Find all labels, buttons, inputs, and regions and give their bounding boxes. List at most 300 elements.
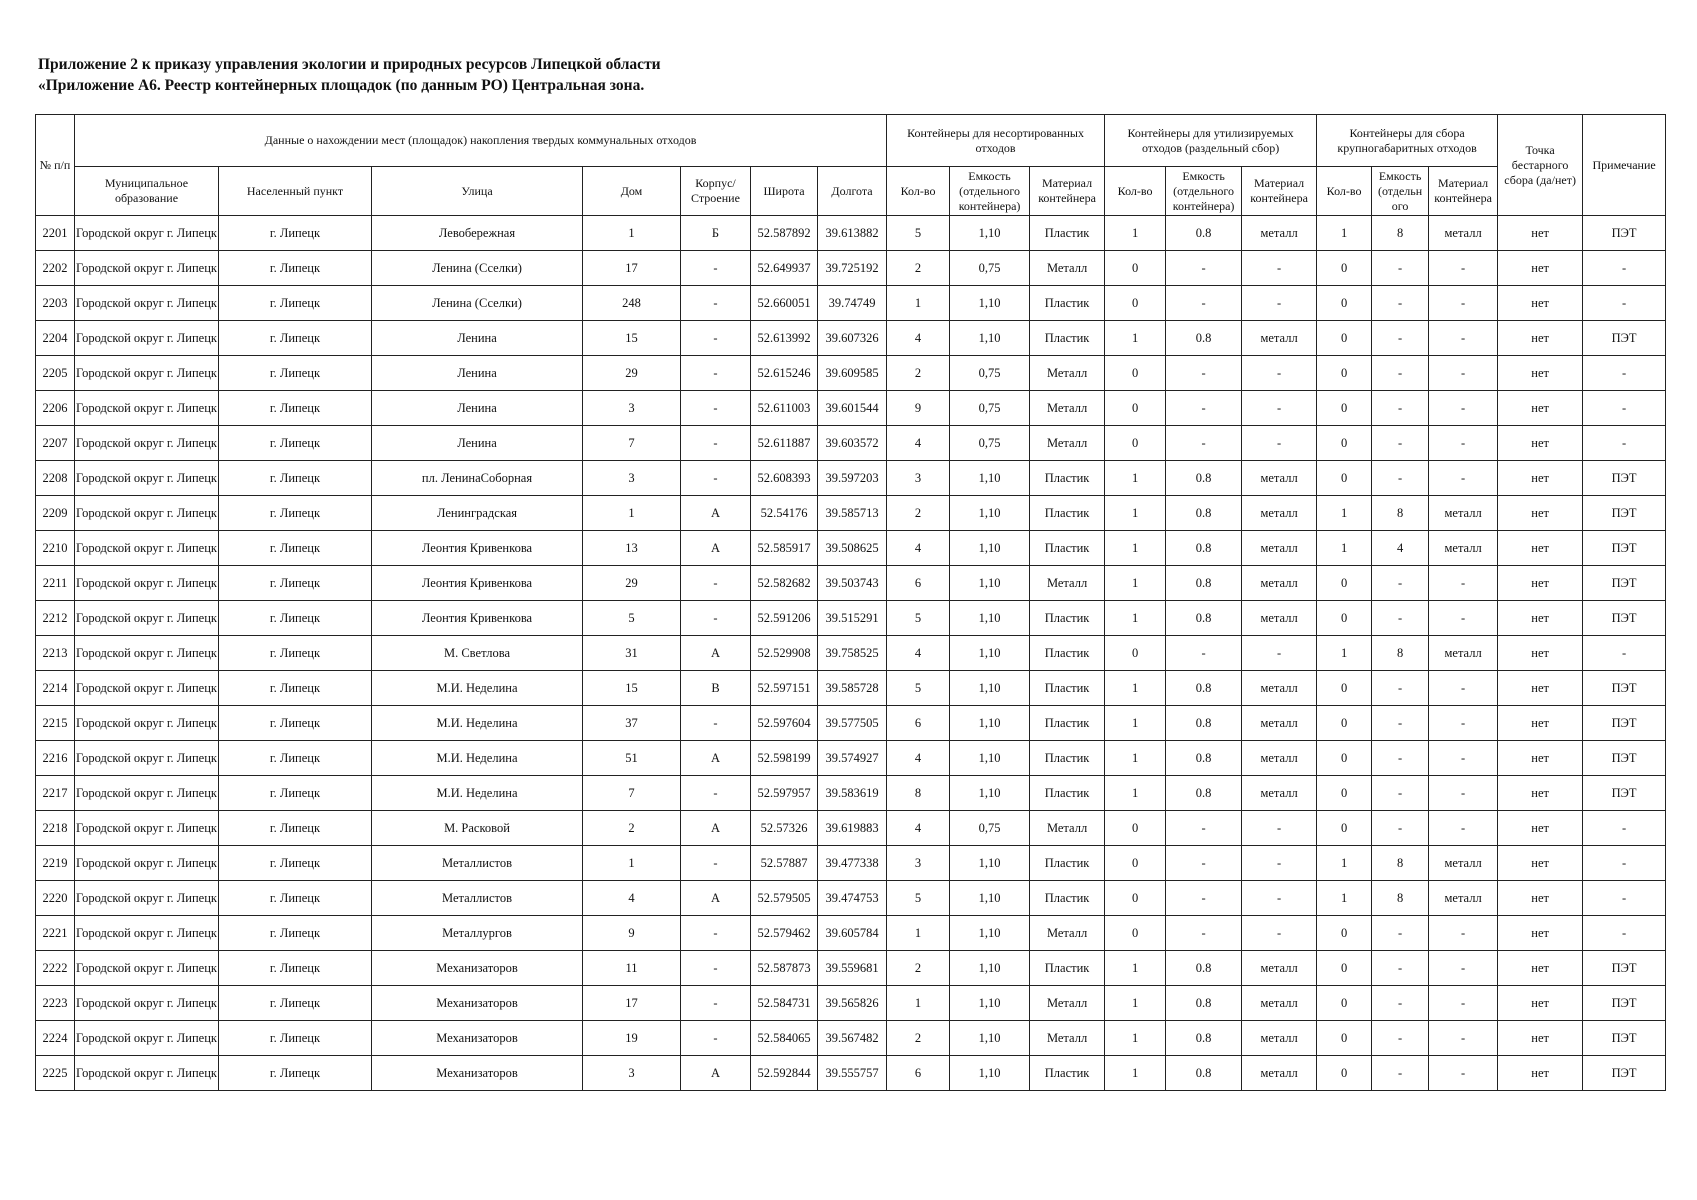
cell-bulky-material: металл (1429, 531, 1498, 566)
cell-recyclable-capacity: 0.8 (1166, 461, 1242, 496)
cell-unsorted-material: Пластик (1030, 531, 1105, 566)
cell-bulky-material: металл (1429, 881, 1498, 916)
cell-note: ПЭТ (1583, 671, 1666, 706)
cell-bulky-qty: 0 (1317, 986, 1372, 1021)
cell-unsorted-capacity: 1,10 (950, 706, 1030, 741)
cell-bagless: нет (1498, 286, 1583, 321)
cell-recyclable-capacity: 0.8 (1166, 741, 1242, 776)
col-header-building: Корпус/ Строение (681, 167, 751, 216)
table-row (36, 776, 1666, 811)
col-group-bulky: Контейнеры для сбора крупногабаритных отходов (1317, 115, 1498, 167)
cell-recyclable-qty: 1 (1105, 706, 1166, 741)
cell-unsorted-qty: 6 (887, 706, 950, 741)
cell-lon: 39.567482 (818, 1021, 887, 1056)
cell-unsorted-material: Металл (1030, 356, 1105, 391)
cell-building: А (681, 496, 751, 531)
cell-unsorted-capacity: 0,75 (950, 356, 1030, 391)
cell-house: 15 (583, 321, 681, 356)
cell-recyclable-material: металл (1242, 1056, 1317, 1091)
cell-bulky-material: - (1429, 1021, 1498, 1056)
cell-recyclable-capacity: - (1166, 846, 1242, 881)
cell-bulky-qty: 0 (1317, 251, 1372, 286)
cell-bulky-material: - (1429, 601, 1498, 636)
cell-unsorted-capacity: 1,10 (950, 1056, 1030, 1091)
cell-bulky-capacity: - (1372, 951, 1429, 986)
cell-bulky-material: - (1429, 706, 1498, 741)
cell-unsorted-material: Пластик (1030, 1056, 1105, 1091)
cell-unsorted-material: Пластик (1030, 741, 1105, 776)
cell-unsorted-qty: 1 (887, 916, 950, 951)
cell-recyclable-qty: 1 (1105, 566, 1166, 601)
cell-recyclable-qty: 1 (1105, 531, 1166, 566)
cell-bulky-capacity: 8 (1372, 496, 1429, 531)
cell-lat: 52.587892 (751, 216, 818, 251)
cell-bulky-qty: 1 (1317, 881, 1372, 916)
cell-bulky-capacity: - (1372, 601, 1429, 636)
cell-settlement: г. Липецк (219, 356, 372, 391)
cell-bagless: нет (1498, 986, 1583, 1021)
cell-house: 29 (583, 566, 681, 601)
cell-bulky-material: - (1429, 286, 1498, 321)
cell-lat: 52.611003 (751, 391, 818, 426)
cell-num: 2205 (36, 356, 75, 391)
cell-settlement: г. Липецк (219, 1056, 372, 1091)
cell-house: 3 (583, 1056, 681, 1091)
cell-num: 2207 (36, 426, 75, 461)
table-row (36, 426, 1666, 461)
cell-bagless: нет (1498, 881, 1583, 916)
cell-unsorted-material: Пластик (1030, 461, 1105, 496)
cell-num: 2201 (36, 216, 75, 251)
cell-municipality: Городской округ г. Липецк (75, 951, 219, 986)
cell-unsorted-qty: 2 (887, 251, 950, 286)
cell-bulky-capacity: - (1372, 356, 1429, 391)
cell-municipality: Городской округ г. Липецк (75, 811, 219, 846)
cell-settlement: г. Липецк (219, 1021, 372, 1056)
cell-unsorted-material: Пластик (1030, 671, 1105, 706)
cell-building: А (681, 636, 751, 671)
cell-note: ПЭТ (1583, 776, 1666, 811)
cell-unsorted-qty: 4 (887, 811, 950, 846)
cell-building: - (681, 986, 751, 1021)
cell-lat: 52.585917 (751, 531, 818, 566)
cell-house: 11 (583, 951, 681, 986)
cell-street: Ленина (372, 356, 583, 391)
cell-unsorted-capacity: 1,10 (950, 566, 1030, 601)
cell-building: А (681, 531, 751, 566)
cell-recyclable-material: металл (1242, 776, 1317, 811)
cell-settlement: г. Липецк (219, 916, 372, 951)
cell-bulky-capacity: - (1372, 776, 1429, 811)
cell-num: 2218 (36, 811, 75, 846)
cell-lon: 39.74749 (818, 286, 887, 321)
cell-bulky-material: - (1429, 986, 1498, 1021)
cell-unsorted-capacity: 1,10 (950, 776, 1030, 811)
cell-note: - (1583, 636, 1666, 671)
col-header-recyclable-qty: Кол-во (1105, 167, 1166, 216)
cell-note: ПЭТ (1583, 566, 1666, 601)
cell-municipality: Городской округ г. Липецк (75, 426, 219, 461)
cell-bagless: нет (1498, 706, 1583, 741)
cell-lon: 39.583619 (818, 776, 887, 811)
cell-unsorted-qty: 6 (887, 566, 950, 601)
cell-note: ПЭТ (1583, 461, 1666, 496)
cell-settlement: г. Липецк (219, 601, 372, 636)
cell-building: А (681, 881, 751, 916)
table-header (36, 115, 1666, 216)
cell-street: Ленина (372, 391, 583, 426)
col-header-note: Примечание (1583, 115, 1666, 216)
cell-building: - (681, 286, 751, 321)
cell-settlement: г. Липецк (219, 496, 372, 531)
cell-bulky-material: - (1429, 461, 1498, 496)
cell-recyclable-capacity: 0.8 (1166, 531, 1242, 566)
cell-recyclable-qty: 0 (1105, 356, 1166, 391)
cell-recyclable-qty: 0 (1105, 916, 1166, 951)
cell-bulky-material: металл (1429, 496, 1498, 531)
cell-municipality: Городской округ г. Липецк (75, 636, 219, 671)
cell-building: А (681, 1056, 751, 1091)
cell-lon: 39.515291 (818, 601, 887, 636)
cell-bulky-capacity: - (1372, 566, 1429, 601)
cell-bulky-capacity: - (1372, 251, 1429, 286)
cell-bagless: нет (1498, 391, 1583, 426)
cell-unsorted-capacity: 0,75 (950, 426, 1030, 461)
col-header-recyclable-capacity: Емкость (отдельного контейнера) (1166, 167, 1242, 216)
cell-num: 2224 (36, 1021, 75, 1056)
cell-lat: 52.597957 (751, 776, 818, 811)
cell-num: 2208 (36, 461, 75, 496)
cell-building: - (681, 566, 751, 601)
table-row (36, 321, 1666, 356)
cell-num: 2206 (36, 391, 75, 426)
cell-lon: 39.725192 (818, 251, 887, 286)
cell-bagless: нет (1498, 811, 1583, 846)
cell-bulky-capacity: 4 (1372, 531, 1429, 566)
cell-building: - (681, 601, 751, 636)
cell-lat: 52.608393 (751, 461, 818, 496)
cell-bulky-material: - (1429, 356, 1498, 391)
cell-street: Механизаторов (372, 1056, 583, 1091)
cell-street: Механизаторов (372, 951, 583, 986)
cell-bulky-qty: 0 (1317, 321, 1372, 356)
cell-recyclable-material: металл (1242, 741, 1317, 776)
cell-recyclable-qty: 1 (1105, 741, 1166, 776)
cell-lat: 52.591206 (751, 601, 818, 636)
cell-unsorted-qty: 2 (887, 1021, 950, 1056)
cell-unsorted-qty: 9 (887, 391, 950, 426)
cell-house: 5 (583, 601, 681, 636)
cell-bulky-qty: 0 (1317, 391, 1372, 426)
cell-building: - (681, 251, 751, 286)
cell-bagless: нет (1498, 601, 1583, 636)
cell-recyclable-material: - (1242, 251, 1317, 286)
cell-municipality: Городской округ г. Липецк (75, 496, 219, 531)
cell-unsorted-qty: 5 (887, 671, 950, 706)
cell-note: ПЭТ (1583, 706, 1666, 741)
cell-building: - (681, 706, 751, 741)
cell-bulky-capacity: - (1372, 741, 1429, 776)
cell-num: 2225 (36, 1056, 75, 1091)
cell-street: Металлистов (372, 881, 583, 916)
cell-municipality: Городской округ г. Липецк (75, 916, 219, 951)
cell-lon: 39.609585 (818, 356, 887, 391)
cell-lon: 39.619883 (818, 811, 887, 846)
cell-bagless: нет (1498, 496, 1583, 531)
cell-recyclable-capacity: 0.8 (1166, 671, 1242, 706)
cell-house: 4 (583, 881, 681, 916)
table-row (36, 741, 1666, 776)
cell-street: М.И. Неделина (372, 706, 583, 741)
cell-settlement: г. Липецк (219, 286, 372, 321)
cell-house: 37 (583, 706, 681, 741)
col-group-location: Данные о нахождении мест (площадок) накопления твердых коммунальных отходов (75, 115, 887, 167)
cell-num: 2217 (36, 776, 75, 811)
table-row (36, 951, 1666, 986)
cell-num: 2209 (36, 496, 75, 531)
table-row (36, 1021, 1666, 1056)
cell-house: 29 (583, 356, 681, 391)
cell-recyclable-capacity: 0.8 (1166, 951, 1242, 986)
cell-bulky-capacity: - (1372, 986, 1429, 1021)
cell-street: Металлистов (372, 846, 583, 881)
cell-bulky-material: - (1429, 671, 1498, 706)
cell-recyclable-material: металл (1242, 321, 1317, 356)
cell-building: - (681, 356, 751, 391)
cell-bulky-material: - (1429, 1056, 1498, 1091)
cell-recyclable-material: металл (1242, 496, 1317, 531)
cell-unsorted-material: Металл (1030, 1021, 1105, 1056)
cell-lat: 52.615246 (751, 356, 818, 391)
cell-recyclable-qty: 1 (1105, 461, 1166, 496)
cell-bulky-qty: 1 (1317, 636, 1372, 671)
col-header-lon: Долгота (818, 167, 887, 216)
cell-bulky-qty: 0 (1317, 601, 1372, 636)
cell-building: В (681, 671, 751, 706)
cell-bulky-qty: 0 (1317, 916, 1372, 951)
table-row (36, 706, 1666, 741)
cell-house: 3 (583, 461, 681, 496)
cell-bulky-material: - (1429, 566, 1498, 601)
cell-bagless: нет (1498, 741, 1583, 776)
cell-bulky-capacity: - (1372, 1021, 1429, 1056)
cell-settlement: г. Липецк (219, 636, 372, 671)
cell-bagless: нет (1498, 1056, 1583, 1091)
cell-recyclable-capacity: 0.8 (1166, 216, 1242, 251)
cell-unsorted-capacity: 1,10 (950, 986, 1030, 1021)
cell-lat: 52.649937 (751, 251, 818, 286)
cell-bulky-capacity: 8 (1372, 881, 1429, 916)
cell-lat: 52.584731 (751, 986, 818, 1021)
cell-recyclable-qty: 1 (1105, 321, 1166, 356)
cell-unsorted-qty: 5 (887, 881, 950, 916)
cell-bulky-capacity: - (1372, 461, 1429, 496)
cell-recyclable-qty: 0 (1105, 846, 1166, 881)
cell-street: М.И. Неделина (372, 671, 583, 706)
cell-municipality: Городской округ г. Липецк (75, 1021, 219, 1056)
cell-unsorted-qty: 2 (887, 356, 950, 391)
cell-note: - (1583, 251, 1666, 286)
cell-bulky-material: - (1429, 951, 1498, 986)
cell-house: 3 (583, 391, 681, 426)
cell-settlement: г. Липецк (219, 986, 372, 1021)
cell-num: 2210 (36, 531, 75, 566)
cell-lon: 39.607326 (818, 321, 887, 356)
cell-bulky-capacity: - (1372, 706, 1429, 741)
col-header-bulky-capacity: Емкость (отдельн ого (1372, 167, 1429, 216)
cell-bulky-material: - (1429, 916, 1498, 951)
table-row (36, 811, 1666, 846)
cell-house: 248 (583, 286, 681, 321)
cell-recyclable-capacity: - (1166, 636, 1242, 671)
cell-lon: 39.585713 (818, 496, 887, 531)
cell-unsorted-material: Пластик (1030, 881, 1105, 916)
cell-settlement: г. Липецк (219, 531, 372, 566)
cell-bulky-capacity: - (1372, 286, 1429, 321)
cell-lon: 39.601544 (818, 391, 887, 426)
cell-unsorted-material: Пластик (1030, 636, 1105, 671)
cell-street: Леонтия Кривенкова (372, 531, 583, 566)
table-row (36, 1056, 1666, 1091)
col-header-unsorted-material: Материал контейнера (1030, 167, 1105, 216)
cell-unsorted-material: Пластик (1030, 846, 1105, 881)
cell-lon: 39.559681 (818, 951, 887, 986)
cell-settlement: г. Липецк (219, 671, 372, 706)
cell-bulky-qty: 1 (1317, 531, 1372, 566)
cell-note: ПЭТ (1583, 741, 1666, 776)
table-row (36, 461, 1666, 496)
cell-num: 2215 (36, 706, 75, 741)
cell-street: М. Светлова (372, 636, 583, 671)
cell-settlement: г. Липецк (219, 706, 372, 741)
cell-unsorted-capacity: 1,10 (950, 321, 1030, 356)
cell-lat: 52.579462 (751, 916, 818, 951)
col-header-num: № п/п (36, 115, 75, 216)
cell-municipality: Городской округ г. Липецк (75, 391, 219, 426)
cell-recyclable-qty: 0 (1105, 251, 1166, 286)
cell-unsorted-qty: 4 (887, 531, 950, 566)
cell-lat: 52.611887 (751, 426, 818, 461)
cell-num: 2203 (36, 286, 75, 321)
cell-unsorted-qty: 3 (887, 846, 950, 881)
cell-lon: 39.574927 (818, 741, 887, 776)
cell-settlement: г. Липецк (219, 426, 372, 461)
cell-lat: 52.598199 (751, 741, 818, 776)
cell-note: ПЭТ (1583, 216, 1666, 251)
table-row (36, 636, 1666, 671)
cell-lat: 52.582682 (751, 566, 818, 601)
cell-building: Б (681, 216, 751, 251)
document-header (38, 54, 661, 96)
cell-bulky-material: - (1429, 321, 1498, 356)
cell-building: А (681, 741, 751, 776)
cell-unsorted-capacity: 1,10 (950, 461, 1030, 496)
cell-recyclable-capacity: 0.8 (1166, 601, 1242, 636)
cell-municipality: Городской округ г. Липецк (75, 1056, 219, 1091)
cell-note: ПЭТ (1583, 496, 1666, 531)
col-header-unsorted-qty: Кол-во (887, 167, 950, 216)
cell-recyclable-capacity: - (1166, 286, 1242, 321)
cell-bulky-qty: 0 (1317, 1021, 1372, 1056)
cell-recyclable-capacity: - (1166, 426, 1242, 461)
cell-municipality: Городской округ г. Липецк (75, 321, 219, 356)
cell-unsorted-material: Металл (1030, 811, 1105, 846)
cell-lon: 39.565826 (818, 986, 887, 1021)
cell-recyclable-capacity: - (1166, 916, 1242, 951)
cell-recyclable-material: металл (1242, 986, 1317, 1021)
col-header-municipality: Муниципальное образование (75, 167, 219, 216)
cell-settlement: г. Липецк (219, 741, 372, 776)
cell-bulky-capacity: 8 (1372, 846, 1429, 881)
cell-num: 2222 (36, 951, 75, 986)
cell-unsorted-qty: 2 (887, 951, 950, 986)
cell-unsorted-qty: 2 (887, 496, 950, 531)
cell-unsorted-qty: 4 (887, 426, 950, 461)
cell-unsorted-capacity: 1,10 (950, 741, 1030, 776)
cell-unsorted-material: Пластик (1030, 776, 1105, 811)
cell-municipality: Городской округ г. Липецк (75, 531, 219, 566)
cell-street: Леонтия Кривенкова (372, 566, 583, 601)
cell-recyclable-qty: 1 (1105, 986, 1166, 1021)
cell-num: 2219 (36, 846, 75, 881)
cell-num: 2214 (36, 671, 75, 706)
cell-recyclable-capacity: - (1166, 391, 1242, 426)
cell-note: - (1583, 426, 1666, 461)
cell-recyclable-material: - (1242, 636, 1317, 671)
cell-unsorted-qty: 4 (887, 741, 950, 776)
table-row (36, 286, 1666, 321)
cell-house: 19 (583, 1021, 681, 1056)
cell-unsorted-capacity: 1,10 (950, 216, 1030, 251)
col-header-street: Улица (372, 167, 583, 216)
cell-lat: 52.597604 (751, 706, 818, 741)
cell-unsorted-capacity: 1,10 (950, 881, 1030, 916)
cell-street: Ленинградская (372, 496, 583, 531)
cell-lon: 39.585728 (818, 671, 887, 706)
cell-municipality: Городской округ г. Липецк (75, 216, 219, 251)
cell-bulky-material: - (1429, 426, 1498, 461)
cell-lat: 52.57887 (751, 846, 818, 881)
cell-bulky-material: - (1429, 741, 1498, 776)
cell-recyclable-qty: 1 (1105, 1056, 1166, 1091)
cell-bulky-qty: 0 (1317, 566, 1372, 601)
cell-note: ПЭТ (1583, 601, 1666, 636)
cell-num: 2212 (36, 601, 75, 636)
table-body (36, 216, 1666, 1091)
cell-bagless: нет (1498, 776, 1583, 811)
cell-bagless: нет (1498, 916, 1583, 951)
cell-unsorted-qty: 5 (887, 601, 950, 636)
cell-unsorted-capacity: 1,10 (950, 286, 1030, 321)
table-row (36, 916, 1666, 951)
cell-bulky-qty: 0 (1317, 951, 1372, 986)
cell-unsorted-capacity: 1,10 (950, 601, 1030, 636)
col-header-settlement: Населенный пункт (219, 167, 372, 216)
cell-municipality: Городской округ г. Липецк (75, 741, 219, 776)
cell-settlement: г. Липецк (219, 566, 372, 601)
cell-recyclable-qty: 0 (1105, 881, 1166, 916)
cell-recyclable-material: металл (1242, 566, 1317, 601)
cell-bulky-capacity: - (1372, 811, 1429, 846)
cell-bagless: нет (1498, 566, 1583, 601)
cell-unsorted-material: Пластик (1030, 951, 1105, 986)
cell-street: пл. ЛенинаСоборная (372, 461, 583, 496)
cell-lat: 52.579505 (751, 881, 818, 916)
cell-unsorted-material: Пластик (1030, 496, 1105, 531)
cell-lat: 52.587873 (751, 951, 818, 986)
cell-lon: 39.605784 (818, 916, 887, 951)
cell-street: Ленина (Сселки) (372, 286, 583, 321)
